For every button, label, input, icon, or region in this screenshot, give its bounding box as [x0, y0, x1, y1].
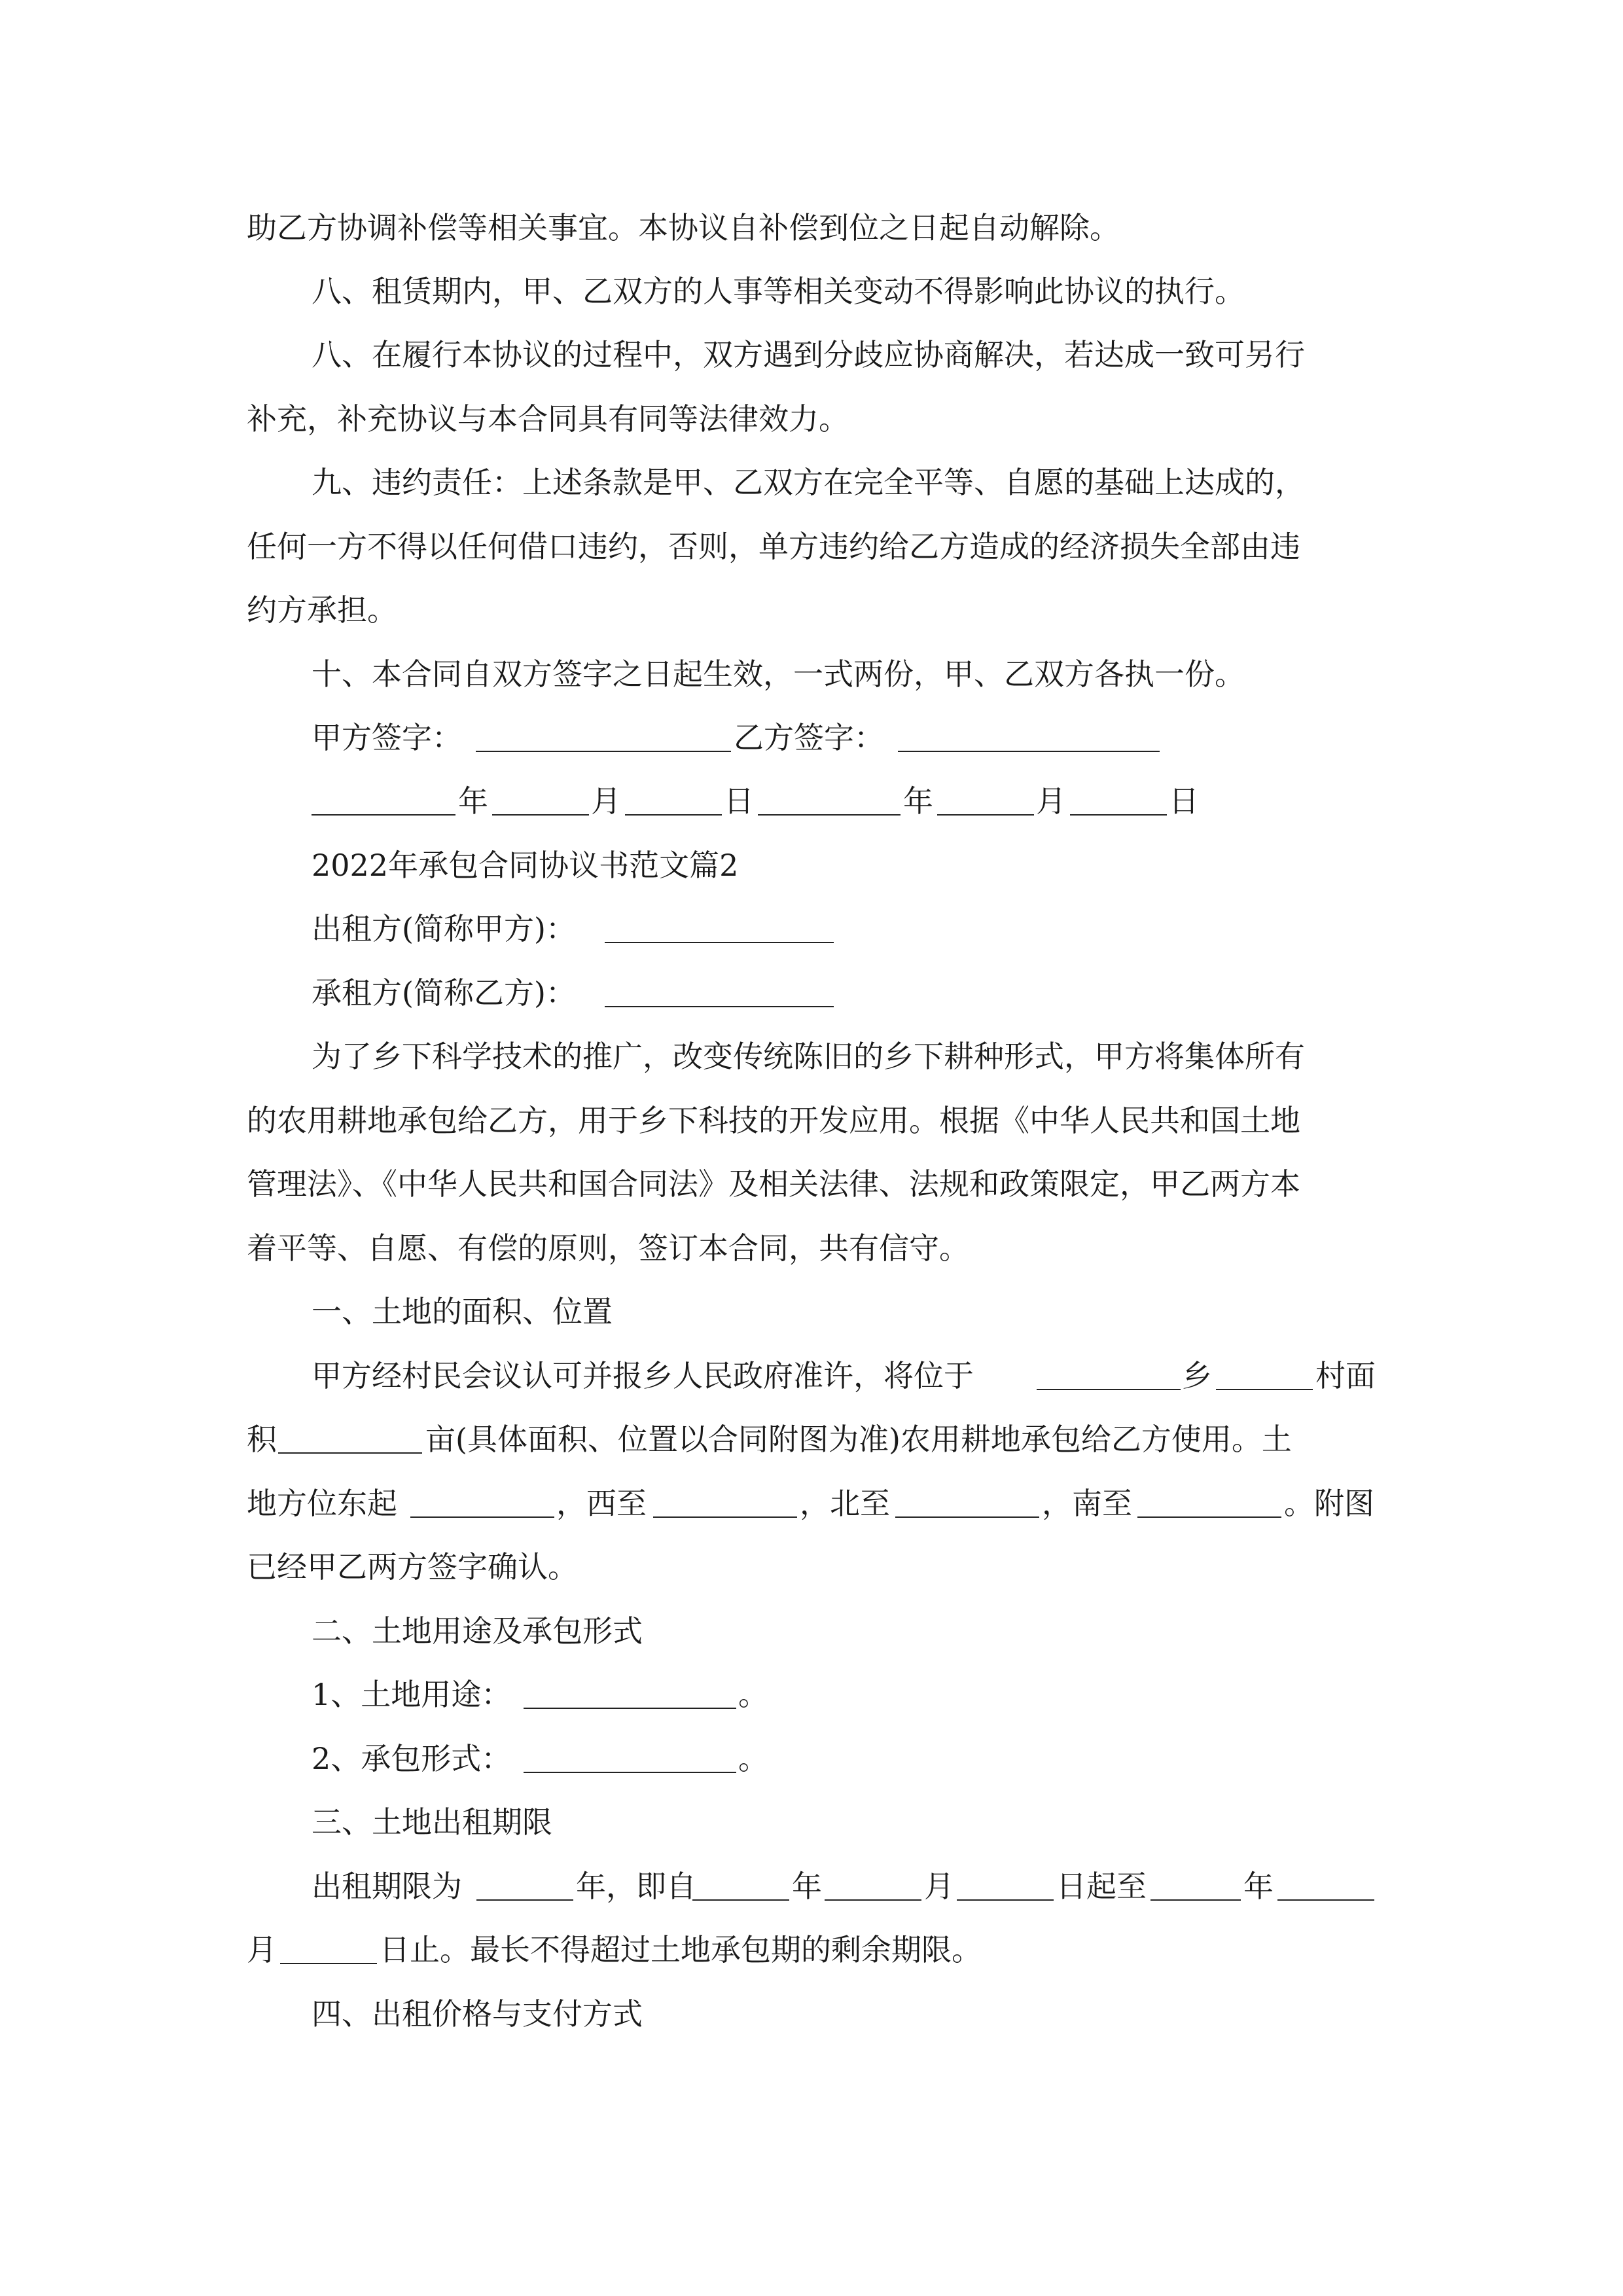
text-line: 。 [738, 1677, 768, 1712]
text-line: ，北至 [800, 1486, 890, 1521]
text-line: 月 [247, 1932, 277, 1967]
section-4-heading: 四、出租价格与支付方式 [312, 1996, 643, 2032]
end-day-field[interactable] [280, 1937, 377, 1964]
start-month-field[interactable] [825, 1873, 921, 1901]
text-line: 地方位东起 [247, 1486, 397, 1521]
text-line: 积 [247, 1422, 277, 1457]
date-month-blank[interactable] [492, 788, 589, 816]
text-line: 年 [1243, 1869, 1274, 1904]
north-boundary-field[interactable] [895, 1490, 1039, 1518]
lessor-field[interactable] [605, 916, 834, 943]
contract-form-label: 2、承包形式： [312, 1741, 512, 1776]
text-line: 补充，补充协议与本合同具有同等法律效力。 [247, 401, 849, 437]
text-line: 年，即自 [576, 1869, 696, 1904]
text-line: 出租期限为 [312, 1869, 462, 1904]
text-line: 为了乡下科学技术的推广，改变传统陈旧的乡下耕种形式，甲方将集体所有 [312, 1039, 1305, 1074]
party-b-signature-label: 乙方签字： [734, 720, 884, 755]
lessor-label: 出租方(简称甲方)： [312, 911, 576, 946]
date-year-label: 年 [903, 783, 933, 819]
date-year-label: 年 [458, 783, 488, 819]
text-line: 。 [738, 1741, 768, 1776]
text-line: 甲方经村民会议认可并报乡人民政府准许，将位于 [312, 1358, 974, 1393]
party-b-signature-field[interactable] [898, 725, 1160, 752]
party-a-signature-field[interactable] [476, 725, 731, 752]
start-day-field[interactable] [957, 1873, 1054, 1901]
text-line: 日止。最长不得超过土地承包期的剩余期限。 [380, 1932, 982, 1967]
land-use-label: 1、土地用途： [312, 1677, 512, 1712]
term-years-field[interactable] [476, 1873, 573, 1901]
text-line: 约方承担。 [247, 592, 397, 628]
text-line: 乡 [1182, 1358, 1212, 1393]
section-heading: 2022年承包合同协议书范文篇2 [312, 848, 739, 883]
end-month-field[interactable] [1277, 1873, 1374, 1901]
date-year-blank[interactable] [312, 788, 455, 816]
date-day-blank[interactable] [625, 788, 722, 816]
text-line: 年 [792, 1869, 822, 1904]
village-field[interactable] [1216, 1363, 1313, 1390]
clause-8b: 八、在履行本协议的过程中，双方遇到分歧应协商解决，若达成一致可另行 [312, 337, 1305, 372]
lessee-field[interactable] [605, 980, 834, 1007]
text-line: 。附图 [1284, 1486, 1374, 1521]
text-line: 已经甲乙两方签字确认。 [247, 1549, 578, 1585]
date-month-label: 月 [591, 783, 621, 819]
date-day-label: 日 [724, 783, 754, 819]
text-line: ，西至 [556, 1486, 647, 1521]
end-year-field[interactable] [1150, 1873, 1241, 1901]
section-3-heading: 三、土地出租期限 [312, 1804, 552, 1840]
township-field[interactable] [1037, 1363, 1181, 1390]
start-year-field[interactable] [692, 1873, 789, 1901]
area-field[interactable] [278, 1426, 422, 1454]
text-line: 亩(具体面积、位置以合同附图为准)农用耕地承包给乙方使用。土 [425, 1422, 1292, 1457]
date-month-blank[interactable] [937, 788, 1034, 816]
contract-form-field[interactable] [524, 1746, 736, 1773]
party-a-signature-label: 甲方签字： [312, 720, 462, 755]
clause-8a: 八、租赁期内，甲、乙双方的人事等相关变动不得影响此协议的执行。 [312, 274, 1245, 309]
text-line: ，南至 [1042, 1486, 1132, 1521]
land-use-field[interactable] [524, 1681, 736, 1709]
lessee-label: 承租方(简称乙方)： [312, 975, 576, 1011]
date-day-label: 日 [1169, 783, 1199, 819]
text-line: 村面 [1315, 1358, 1376, 1393]
text-line: 月 [924, 1869, 954, 1904]
date-month-label: 月 [1036, 783, 1066, 819]
date-year-blank[interactable] [758, 788, 901, 816]
clause-9: 九、违约责任：上述条款是甲、乙双方在完全平等、自愿的基础上达成的， [312, 465, 1305, 500]
text-line: 助乙方协调补偿等相关事宜。本协议自补偿到位之日起自动解除。 [247, 210, 1120, 245]
text-line: 着平等、自愿、有偿的原则，签订本合同，共有信守。 [247, 1230, 969, 1266]
text-line: 日起至 [1056, 1869, 1147, 1904]
text-line: 的农用耕地承包给乙方，用于乡下科技的开发应用。根据《中华人民共和国土地 [247, 1103, 1300, 1138]
section-1-heading: 一、土地的面积、位置 [312, 1294, 613, 1329]
section-2-heading: 二、土地用途及承包形式 [312, 1613, 643, 1649]
west-boundary-field[interactable] [653, 1490, 797, 1518]
clause-10: 十、本合同自双方签字之日起生效，一式两份，甲、乙双方各执一份。 [312, 656, 1245, 692]
date-day-blank[interactable] [1070, 788, 1167, 816]
south-boundary-field[interactable] [1137, 1490, 1281, 1518]
text-line: 管理法》、《中华人民共和国合同法》及相关法律、法规和政策限定，甲乙两方本 [247, 1166, 1300, 1202]
east-boundary-field[interactable] [410, 1490, 554, 1518]
text-line: 任何一方不得以任何借口违约，否则，单方违约给乙方造成的经济损失全部由违 [247, 529, 1300, 564]
